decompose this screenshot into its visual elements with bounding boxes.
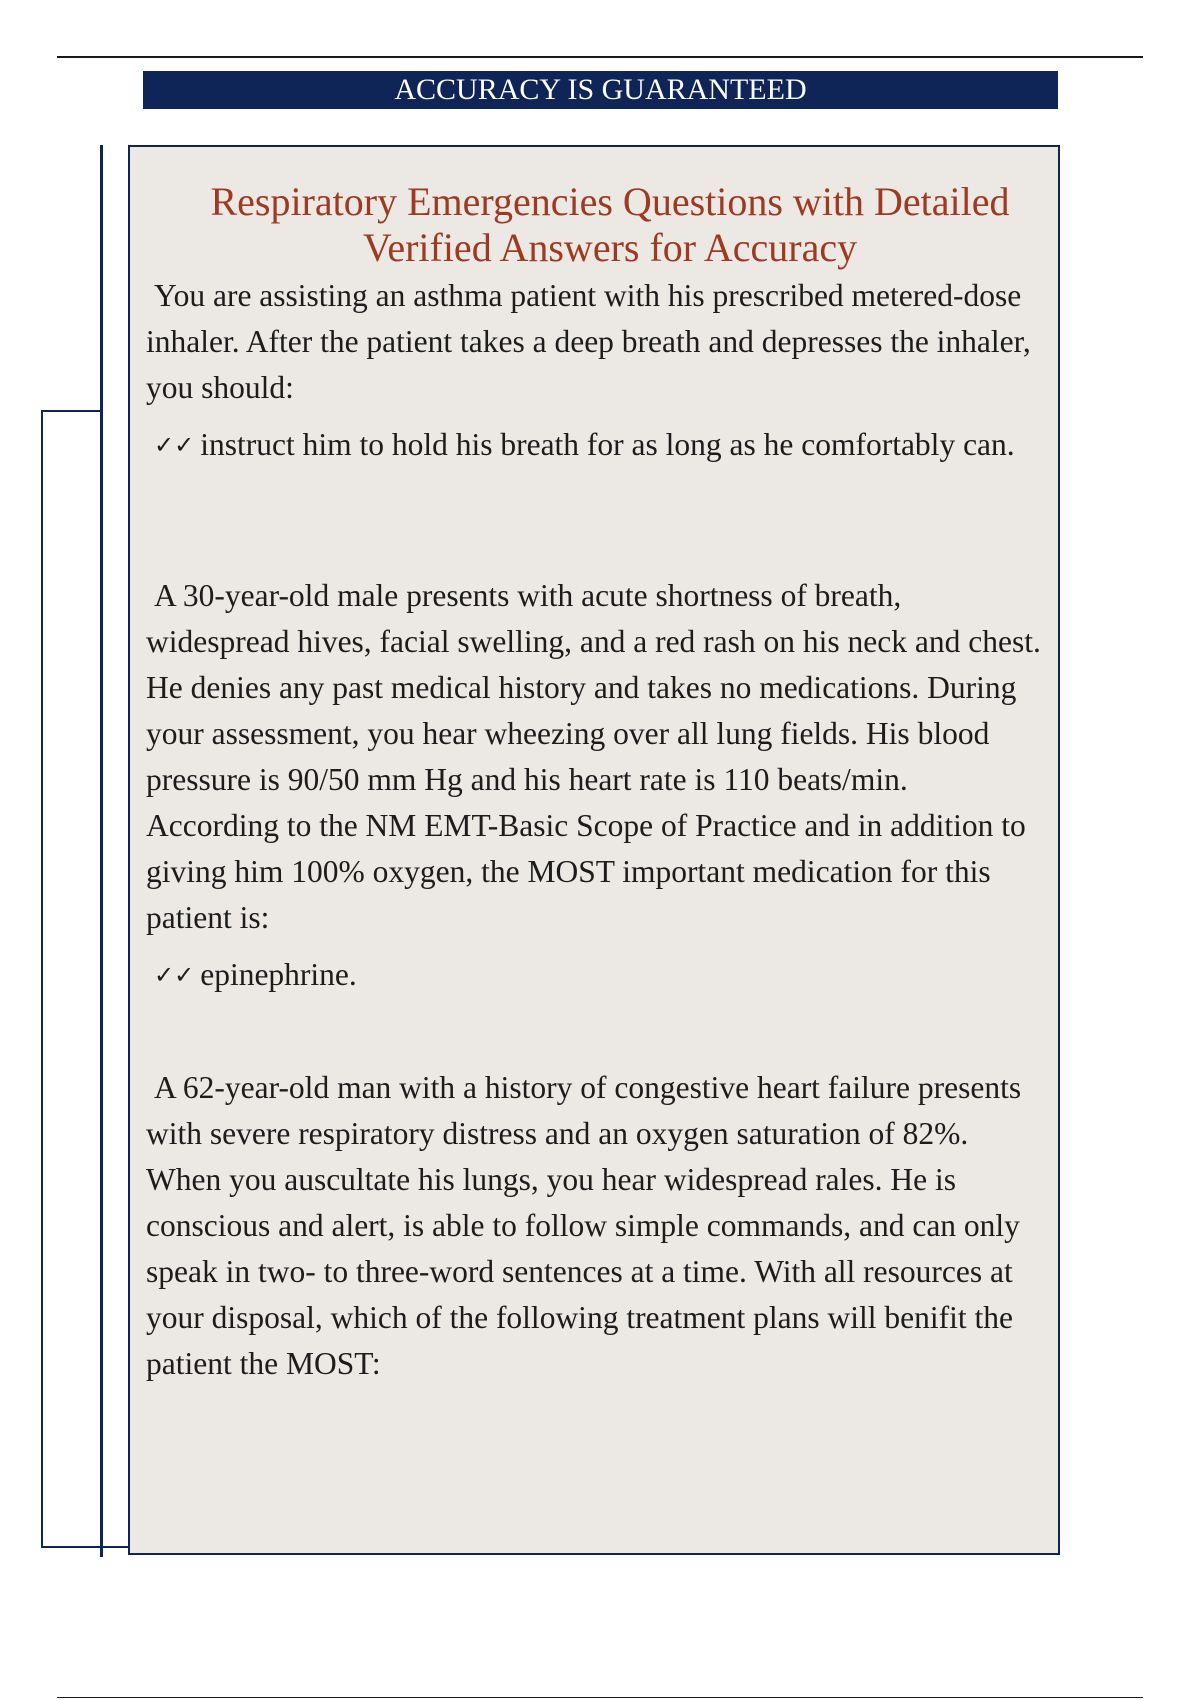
answer-text: epinephrine. (200, 957, 357, 992)
question-text: You are assisting an asthma patient with his prescribed metered-dose inhaler. After the patient takes a deep breath and depresses the inhaler, you should: (146, 278, 1031, 405)
qa-item-3 (146, 1065, 1046, 1387)
bracket-line-outer (100, 145, 103, 1557)
answer-text: instruct him to hold his breath for as long as he comfortably can. (200, 427, 1015, 462)
title-line-2: Verified Answers for Accuracy (362, 225, 858, 270)
top-rule (57, 56, 1143, 58)
title-line-1: Respiratory Emergencies Questions with Detailed (210, 179, 1010, 224)
bottom-rule (57, 1697, 1143, 1698)
document-title (130, 179, 1060, 271)
bracket-line-top (41, 410, 103, 412)
qa-item-1 (146, 273, 1046, 465)
qa-item-2 (146, 573, 1046, 995)
question-text: A 30-year-old male presents with acute shortness of breath, widespread hives, facial swelling, and a red rash on his neck and chest. He denies any past medical history and takes no medications. During your assessment, you hear wheezing over all lung fields. His blood pressure is 90/50 mm Hg and his heart rate is 110 beats/min. According to the NM EMT-Basic Scope of Practice and in addition to giving him 100% oxygen, the MOST important medication for this patient is: (146, 578, 1041, 935)
answer-block (146, 425, 1046, 465)
answer-block (146, 955, 1046, 995)
content-panel (128, 145, 1060, 1555)
checkmark-icon: ✓✓ (154, 961, 195, 989)
accuracy-banner: ACCURACY IS GUARANTEED (143, 71, 1058, 109)
checkmark-icon: ✓✓ (154, 431, 195, 459)
bracket-line-left (41, 410, 43, 1548)
question-text: A 62-year-old man with a history of congestive heart failure presents with severe respiratory distress and an oxygen saturation of 82%. When you auscultate his lungs, you hear widespread rales. He is conscious and alert, is able to follow simple commands, and can only speak in two- to three-word sentences at a time. With all resources at your disposal, which of the following treatment plans will benifit the patient the MOST: (146, 1070, 1022, 1381)
